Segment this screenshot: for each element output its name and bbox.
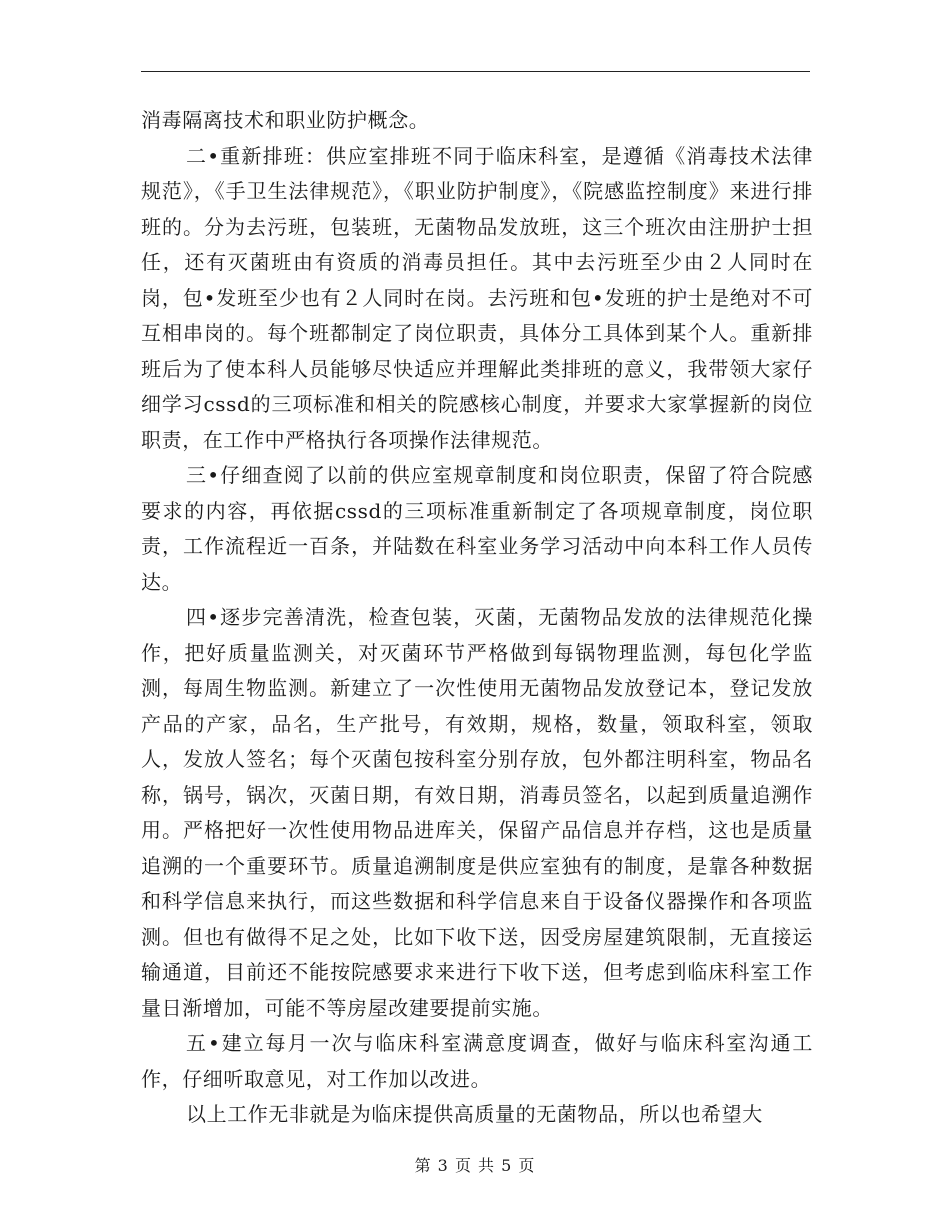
header-rule xyxy=(141,71,810,72)
paragraph-continuation: 消毒隔离技术和职业防护概念。 xyxy=(141,108,430,132)
paragraph-section-3: 三•仔细查阅了以前的供应室规章制度和岗位职责，保留了符合院感要求的内容，再依据cssd的三项标准重新制定了各项规章制度，岗位职责，工作流程近一百条，并陆数在科室业务学习活动中向本科工作人员传达。 xyxy=(141,463,813,594)
paragraph-closing: 以上工作无非就是为临床提供高质量的无菌物品，所以也希望大 xyxy=(186,1102,763,1126)
paragraph-section-4: 四•逐步完善清洗，检查包装，灭菌，无菌物品发放的法律规范化操作，把好质量监测关，对灭菌环节严格做到每锅物理监测，每包化学监测，每周生物监测。新建立了一次性使用无菌物品发放登记本，登记发放产品的产家，品名，生产批号，有效期，规格，数量，领取科室，领取人，发放人签名；每个灭菌包按科室分别存放，包外都注明科室，物品名称，锅号，锅次，灭菌日期，有效日期，消毒员签名，以起到质量追溯作用。严格把好一次性使用物品进库关，保留产品信息并存档，这也是质量追溯的一个重要环节。质量追溯制度是供应室独有的制度，是靠各种数据和科学信息来执行，而这些数据和科学信息来自于设备仪器操作和各项监测。但也有做得不足之处，比如下收下送，因受房屋建筑限制，无直接运输通道，目前还不能按院感要求来进行下收下送，但考虑到临床科室工作量日渐增加，可能不等房屋改建要提前实施。 xyxy=(141,605,813,1020)
document-body xyxy=(141,103,813,1133)
page-number-footer: 第 3 页 共 5 页 xyxy=(414,1156,536,1175)
paragraph-section-5: 五•建立每月一次与临床科室满意度调查，做好与临床科室沟通工作，仔细听取意见，对工作加以改进。 xyxy=(141,1031,813,1091)
paragraph-section-2: 二•重新排班：供应室排班不同于临床科室，是遵循《消毒技术法律规范》，《手卫生法律规范》，《职业防护制度》，《院感监控制度》来进行排班的。分为去污班，包装班，无菌物品发放班，这三个班次由注册护士担任，还有灭菌班由有资质的消毒员担任。其中去污班至少由２人同时在岗，包•发班至少也有２人同时在岗。去污班和包•发班的护士是绝对不可互相串岗的。每个班都制定了岗位职责，具体分工具体到某个人。重新排班后为了使本科人员能够尽快适应并理解此类排班的意义，我带领大家仔细学习cssd的三项标准和相关的院感核心制度，并要求大家掌握新的岗位职责，在工作中严格执行各项操作法律规范。 xyxy=(141,143,813,452)
